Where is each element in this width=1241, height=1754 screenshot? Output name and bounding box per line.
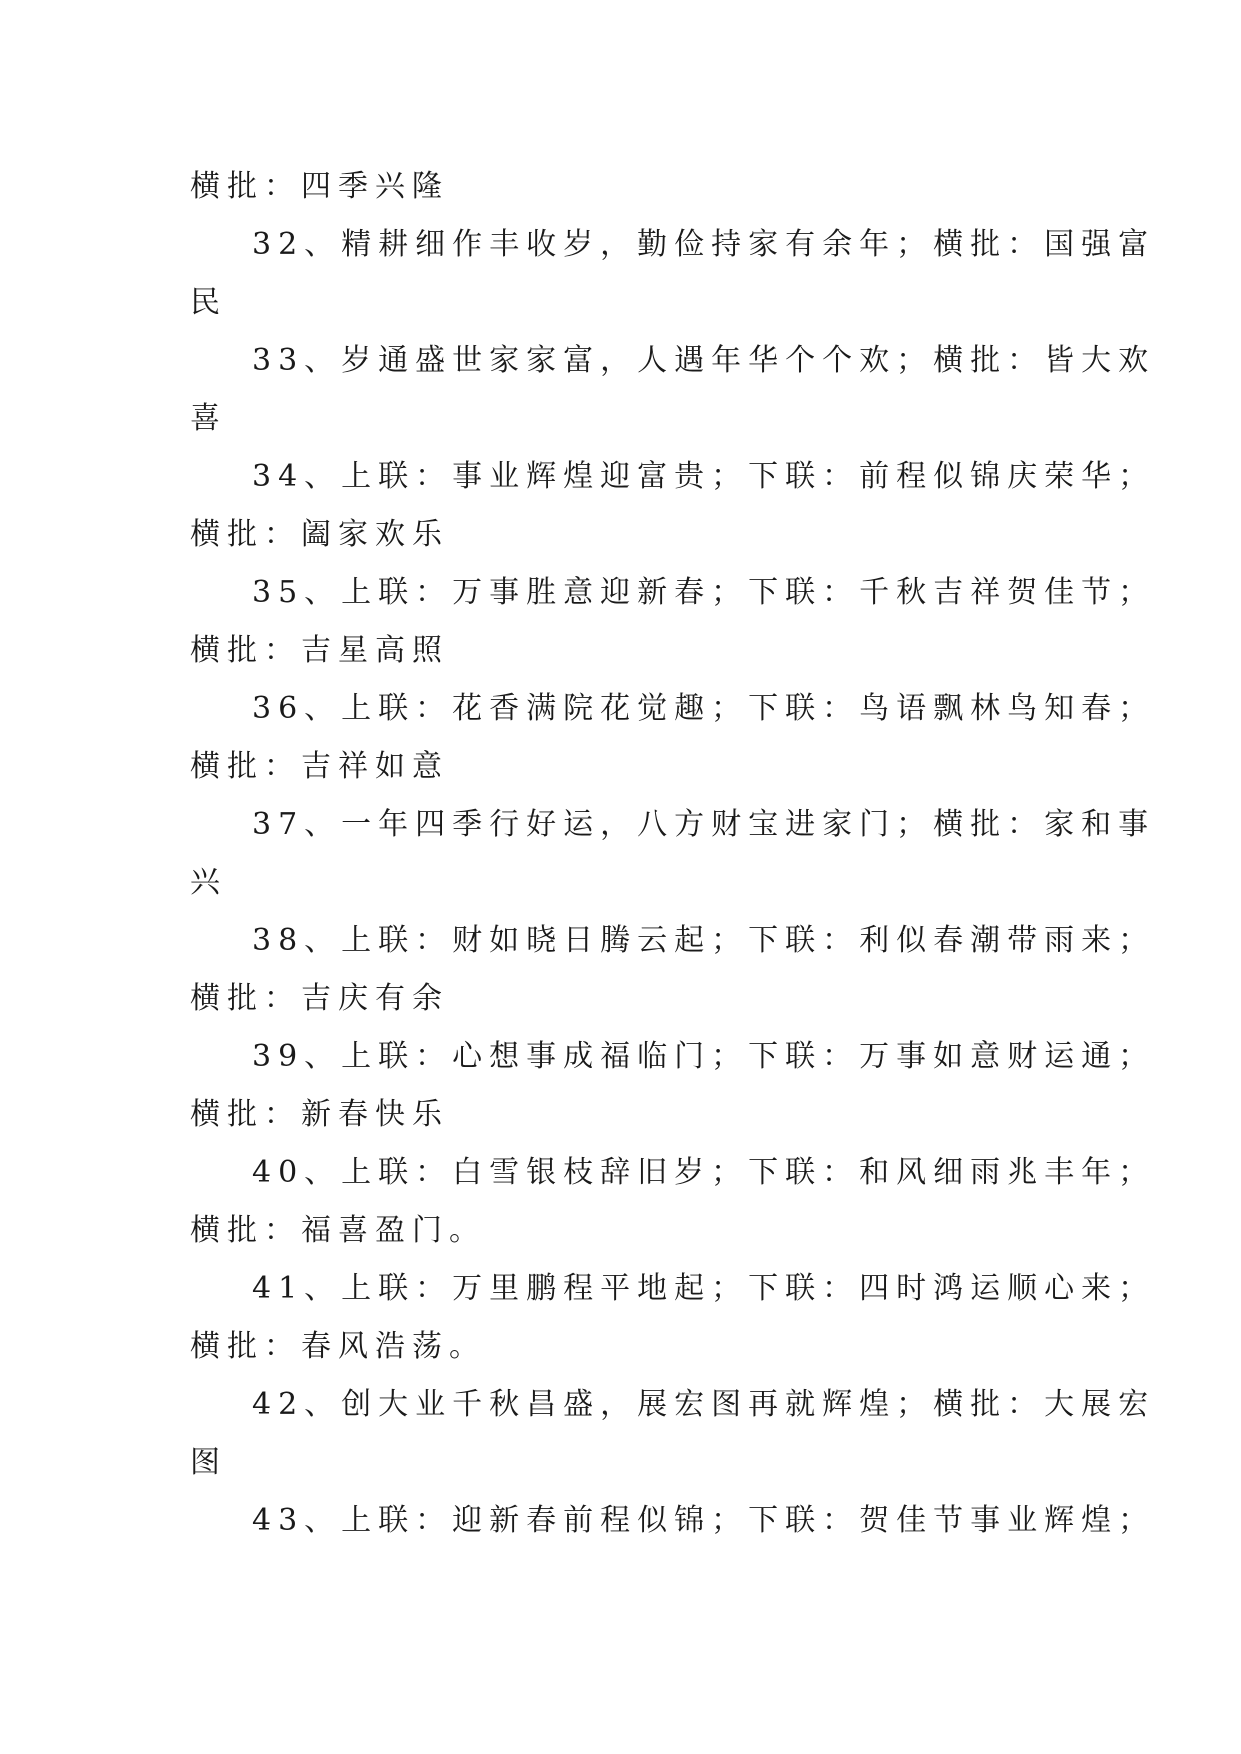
couplet-text-block bbox=[190, 158, 1156, 1550]
text-line: 横批：四季兴隆 bbox=[190, 169, 449, 204]
text-line: 32、精耕细作丰收岁，勤俭持家有余年；横批：国强富 bbox=[252, 227, 1156, 262]
text-line: 兴 bbox=[190, 865, 227, 900]
text-line: 横批：春风浩荡。 bbox=[190, 1329, 486, 1364]
text-line: 37、一年四季行好运，八方财宝进家门；横批：家和事 bbox=[252, 807, 1156, 842]
text-line: 横批：吉祥如意 bbox=[190, 749, 449, 784]
text-line: 横批：新春快乐 bbox=[190, 1097, 449, 1132]
text-line: 图 bbox=[190, 1445, 227, 1480]
text-line: 38、上联：财如晓日腾云起；下联：利似春潮带雨来； bbox=[252, 923, 1156, 958]
text-line: 民 bbox=[190, 285, 227, 320]
text-line: 横批：吉庆有余 bbox=[190, 981, 449, 1016]
text-line: 43、上联：迎新春前程似锦；下联：贺佳节事业辉煌； bbox=[252, 1503, 1156, 1538]
text-line: 39、上联：心想事成福临门；下联：万事如意财运通； bbox=[252, 1039, 1156, 1074]
text-line: 40、上联：白雪银枝辞旧岁；下联：和风细雨兆丰年； bbox=[252, 1155, 1156, 1190]
text-line: 喜 bbox=[190, 401, 227, 436]
text-line: 33、岁通盛世家家富，人遇年华个个欢；横批：皆大欢 bbox=[252, 343, 1156, 378]
text-line: 横批：吉星高照 bbox=[190, 633, 449, 668]
text-line: 34、上联：事业辉煌迎富贵；下联：前程似锦庆荣华； bbox=[252, 459, 1156, 494]
text-line: 41、上联：万里鹏程平地起；下联：四时鸿运顺心来； bbox=[252, 1271, 1156, 1306]
text-line: 36、上联：花香满院花觉趣；下联：鸟语飘林鸟知春； bbox=[252, 691, 1156, 726]
text-line: 35、上联：万事胜意迎新春；下联：千秋吉祥贺佳节； bbox=[252, 575, 1156, 610]
text-line: 42、创大业千秋昌盛，展宏图再就辉煌；横批：大展宏 bbox=[252, 1387, 1156, 1422]
text-line: 横批：福喜盈门。 bbox=[190, 1213, 486, 1248]
text-line: 横批：阖家欢乐 bbox=[190, 517, 449, 552]
